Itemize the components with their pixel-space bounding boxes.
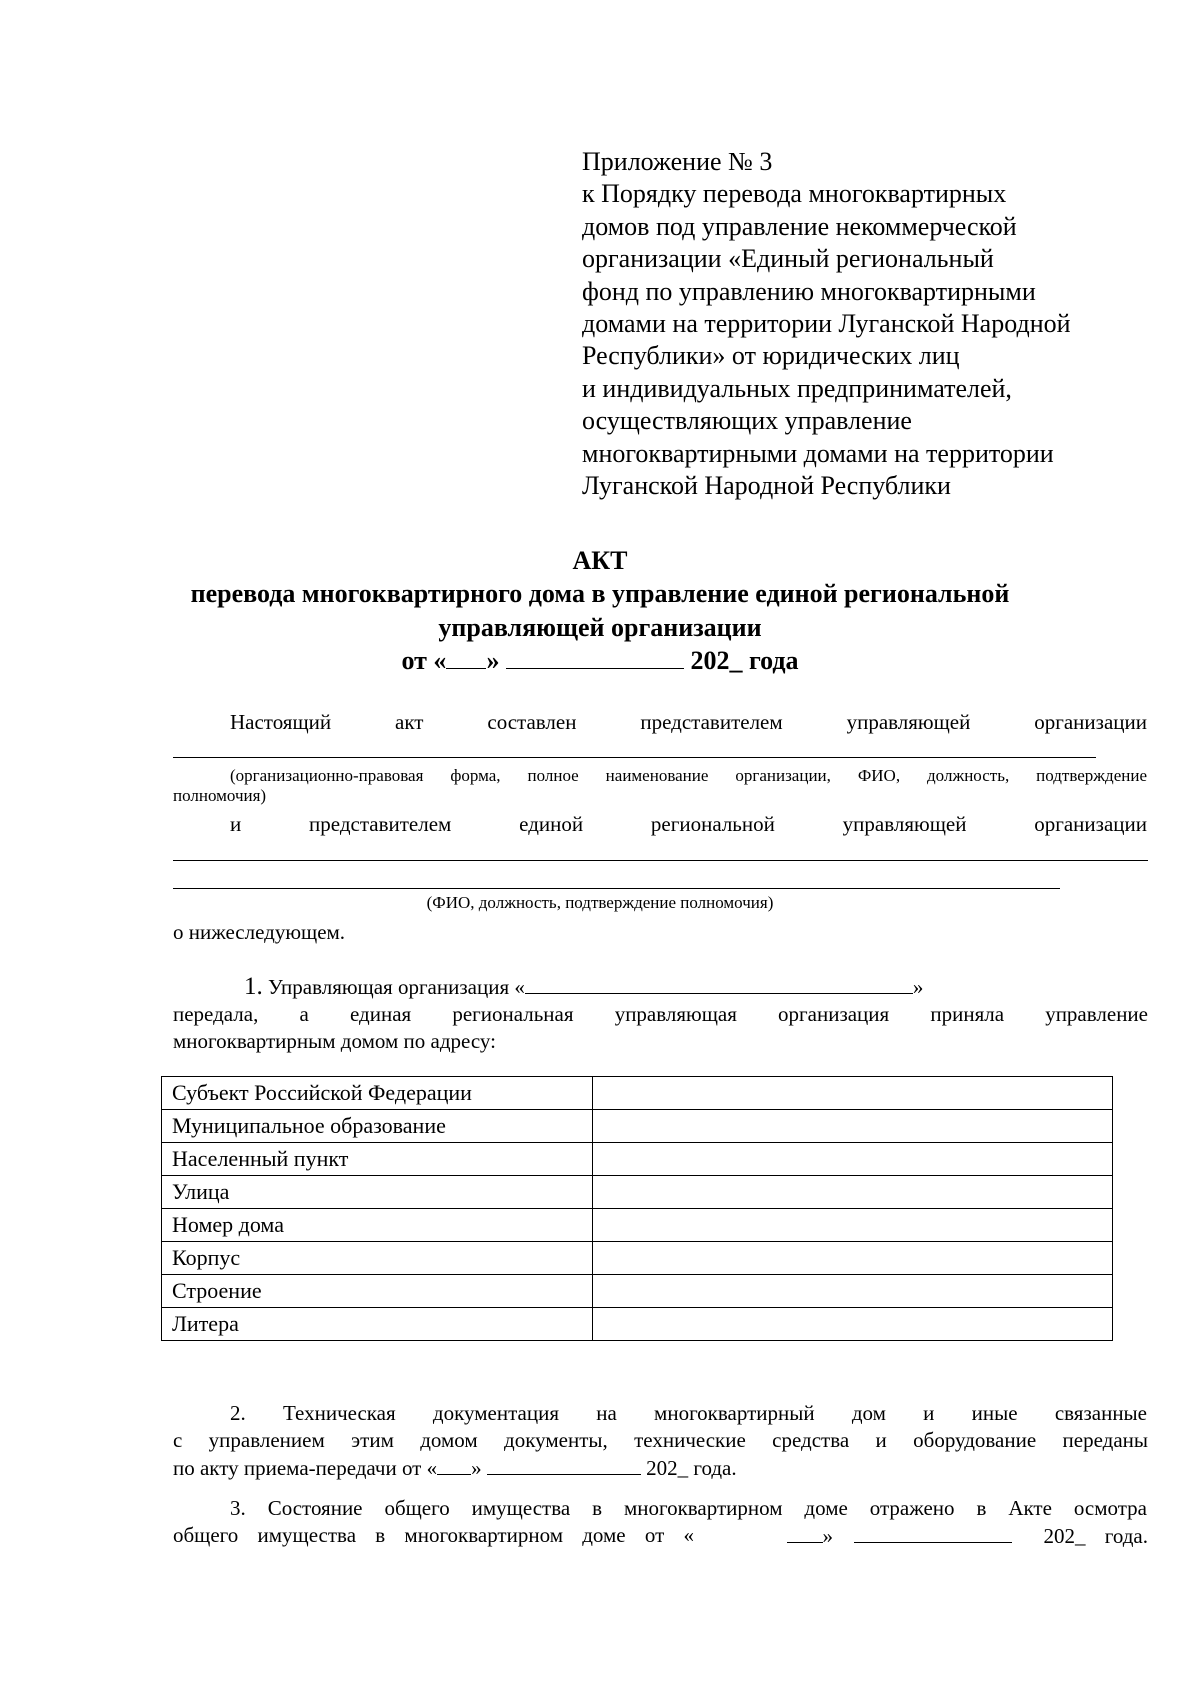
note-1b: полномочия)	[173, 786, 267, 805]
appendix-line: организации «Единый региональный	[582, 244, 994, 274]
blank-line	[173, 860, 1148, 861]
intro-line-2: и представителем единой региональной управляющей организации	[230, 812, 1147, 836]
table-row	[162, 1242, 1113, 1275]
table-row	[162, 1110, 1113, 1143]
date-prefix: от «	[401, 646, 447, 675]
month-blank	[854, 1522, 1012, 1543]
note-2: (ФИО, должность, подтверждение полномочия)	[426, 893, 774, 912]
address-table	[161, 1076, 1113, 1341]
appendix-line: и индивидуальных предпринимателей,	[582, 373, 1012, 403]
intro-line-3: о нижеследующем.	[173, 920, 346, 944]
note-1a: (организационно-правовая форма, полное наименование организации, ФИО, должность, подтверждение	[230, 766, 1147, 785]
appendix-line: к Порядку перевода многоквартирных	[582, 179, 1007, 209]
item3-text-a-content: общего имущества в многоквартирном доме от «	[173, 1523, 695, 1547]
row-label: Корпус	[162, 1242, 593, 1275]
appendix-line: домов под управление некоммерческой	[582, 211, 1017, 241]
row-label: Муниципальное образование	[162, 1110, 593, 1143]
row-value[interactable]	[593, 1110, 1113, 1143]
item3-text-c: 202_ года.	[1043, 1524, 1148, 1548]
table-row	[162, 1143, 1113, 1176]
appendix-line: многоквартирными домами на территории	[582, 438, 1054, 468]
table-row	[162, 1275, 1113, 1308]
row-value[interactable]	[593, 1275, 1113, 1308]
day-blank	[446, 646, 486, 669]
intro-line-1: Настоящий акт составлен представителем управляющей организации	[230, 710, 1147, 734]
item3-text-b: »	[822, 1524, 833, 1548]
org-blank	[525, 973, 913, 994]
row-label: Улица	[162, 1176, 593, 1209]
table-row	[162, 1077, 1113, 1110]
table-row	[162, 1209, 1113, 1242]
row-value[interactable]	[593, 1242, 1113, 1275]
item2-line-3	[173, 1454, 737, 1481]
item2-text-a: по акту приема-передачи от «	[173, 1456, 438, 1480]
day-blank	[787, 1522, 823, 1543]
row-label: Населенный пункт	[162, 1143, 593, 1176]
date-mid: »	[486, 646, 500, 675]
appendix-line: Республики» от юридических лиц	[582, 341, 960, 371]
row-value[interactable]	[593, 1143, 1113, 1176]
row-value[interactable]	[593, 1176, 1113, 1209]
item1-text-a: Управляющая организация «	[268, 975, 525, 999]
document-date-line	[0, 646, 1200, 676]
date-suffix: 202_ года	[690, 646, 799, 675]
appendix-line: фонд по управлению многоквартирными	[582, 276, 1036, 306]
item1-line-1	[244, 973, 923, 1000]
appendix-header	[582, 146, 1142, 502]
row-value[interactable]	[593, 1077, 1113, 1110]
month-blank	[487, 1454, 641, 1475]
item1-text-b: »	[912, 975, 924, 999]
blank-line	[173, 757, 1096, 758]
item3-line-2	[173, 1522, 1148, 1549]
item3-text-a	[173, 1522, 787, 1549]
item1-number: 1.	[244, 973, 263, 1000]
appendix-line: Луганской Народной Республики	[582, 471, 951, 501]
table-row	[162, 1308, 1113, 1341]
item1-line-3: многоквартирным домом по адресу:	[173, 1029, 496, 1053]
appendix-line: Приложение № 3	[582, 147, 773, 176]
document-subtitle: перевода многоквартирного дома в управление единой региональной	[190, 579, 1010, 608]
row-label: Субъект Российской Федерации	[162, 1077, 593, 1110]
row-label: Литера	[162, 1308, 593, 1341]
row-label: Строение	[162, 1275, 593, 1308]
item3-line-1: 3. Состояние общего имущества в многоквартирном доме отражено в Акте осмотра	[230, 1496, 1147, 1520]
document-title: АКТ	[572, 546, 628, 575]
appendix-line: домами на территории Луганской Народной	[582, 309, 1071, 339]
table-row	[162, 1176, 1113, 1209]
row-label: Номер дома	[162, 1209, 593, 1242]
item2-text-c: 202_ года.	[646, 1456, 737, 1480]
row-value[interactable]	[593, 1308, 1113, 1341]
row-value[interactable]	[593, 1209, 1113, 1242]
day-blank	[437, 1454, 471, 1475]
item2-line-2: с управлением этим домом документы, технические средства и оборудование переданы	[173, 1428, 1148, 1452]
month-blank	[506, 646, 684, 669]
item2-line-1: 2. Техническая документация на многоквартирный дом и иные связанные	[230, 1401, 1147, 1425]
appendix-line: осуществляющих управление	[582, 406, 912, 436]
item2-text-b: »	[471, 1456, 482, 1480]
blank-line	[173, 888, 1060, 889]
item3-date	[787, 1522, 1149, 1549]
document-subtitle-2: управляющей организации	[438, 613, 762, 642]
item1-line-2: передала, а единая региональная управляющая организация приняла управление	[173, 1002, 1148, 1026]
